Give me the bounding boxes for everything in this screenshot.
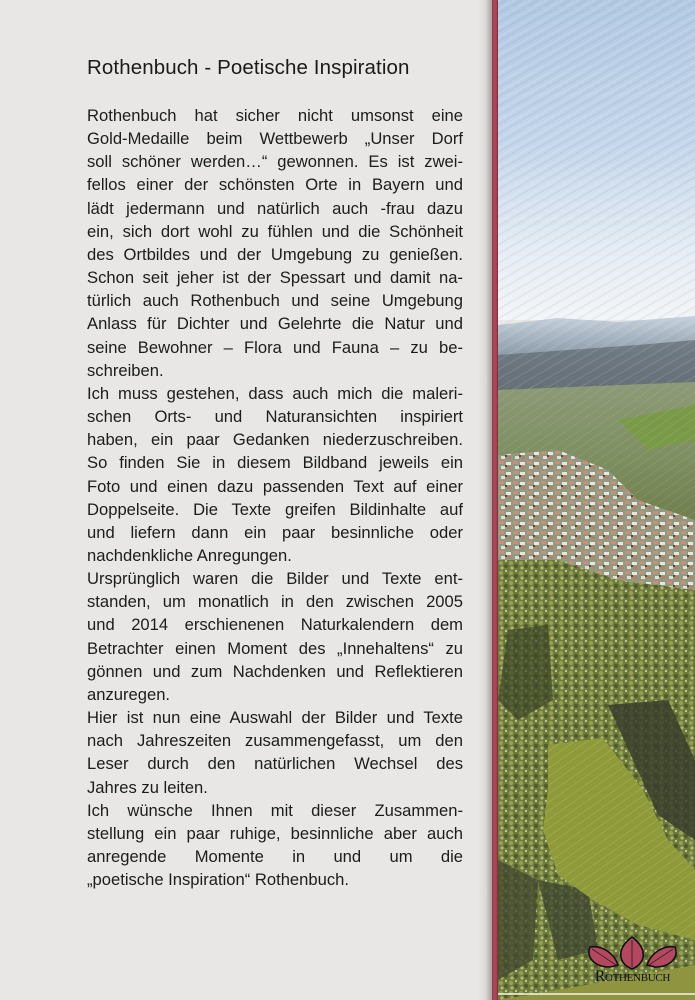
text-line: Betrachter einen Moment des „Innehaltens“ zu <box>87 638 463 658</box>
text-line: lädt jedermann und natürlich auch -frau dazu <box>87 198 463 218</box>
page-gutter-shadow <box>478 0 493 1000</box>
text-line: soll schöner werden…“ gewonnen. Es ist zwei- <box>87 152 463 172</box>
landscape-image <box>498 0 695 1000</box>
image-bottom-line <box>498 993 695 995</box>
text-line: Ursprünglich waren die Bilder und Texte ent- <box>87 569 463 589</box>
page-title: Rothenbuch - Poetische Inspiration <box>87 56 410 79</box>
text-line: nach Jahreszeiten zusammengefasst, um den <box>87 731 463 751</box>
text-line: ein, sich dort wohl zu fühlen und die Schönheit <box>87 221 463 241</box>
three-leaves-icon <box>580 935 685 971</box>
text-line: So finden Sie in diesem Bildband jeweils ein <box>87 453 463 473</box>
text-line: stellung ein paar ruhige, besinnliche aber auch <box>87 823 463 843</box>
text-line: Gold-Medaille beim Wettbewerb „Unser Dorf <box>87 129 463 149</box>
paragraph <box>87 567 463 706</box>
text-line: des Ortbildes und der Umgebung zu genießen. <box>87 244 463 264</box>
text-line: und 2014 erschienenen Naturkalendern dem <box>87 615 463 635</box>
text-line: Foto und einen dazu passenden Text auf einer <box>87 476 463 496</box>
text-line: nachdenkliche Anregungen. <box>87 545 292 565</box>
text-line: fellos einer der schönsten Orte in Bayern und <box>87 175 463 195</box>
text-line: seine Bewohner – Flora und Fauna – zu be- <box>87 337 463 357</box>
paragraph <box>87 104 463 382</box>
text-line: anregende Momente in und um die <box>87 847 463 866</box>
paragraph <box>87 706 463 799</box>
text-line: Ich muss gestehen, dass auch mich die maleri- <box>87 383 463 403</box>
paragraph <box>87 799 463 892</box>
text-line: Doppelseite. Die Texte greifen Bildinhalte auf <box>87 499 463 519</box>
logo-wordmark: Rothenbuch <box>594 968 671 985</box>
text-line: Leser durch den natürlichen Wechsel des <box>87 754 463 774</box>
text-line: türlich auch Rothenbuch und seine Umgebung <box>87 291 463 311</box>
paragraph <box>87 382 463 567</box>
text-line: Rothenbuch hat sicher nicht umsonst eine <box>87 106 463 125</box>
text-line: standen, um monatlich in den zwischen 2005 <box>87 592 463 612</box>
text-line: schen Orts- und Naturansichten inspiriert <box>87 407 463 427</box>
rothenbuch-logo <box>580 935 685 993</box>
text-line: schreiben. <box>87 360 164 380</box>
text-line: und liefern dann ein paar besinnliche oder <box>87 522 463 542</box>
text-line: Anlass für Dichter und Gelehrte die Natur und <box>87 314 463 334</box>
text-line: gönnen und zum Nachdenken und Reflektieren <box>87 661 463 681</box>
text-line: Hier ist nun eine Auswahl der Bilder und Texte <box>87 708 463 728</box>
text-line: Jahres zu leiten. <box>87 777 208 797</box>
text-line: Ich wünsche Ihnen mit dieser Zusammen- <box>87 800 463 820</box>
text-line: anzuregen. <box>87 684 171 704</box>
body-text <box>87 104 463 891</box>
text-line: Schon seit jeher ist der Spessart und damit na- <box>87 268 463 288</box>
text-line: haben, ein paar Gedanken niederzuschreiben. <box>87 430 463 450</box>
text-line: „poetische Inspiration“ Rothenbuch. <box>87 870 349 890</box>
text-column <box>87 54 463 891</box>
